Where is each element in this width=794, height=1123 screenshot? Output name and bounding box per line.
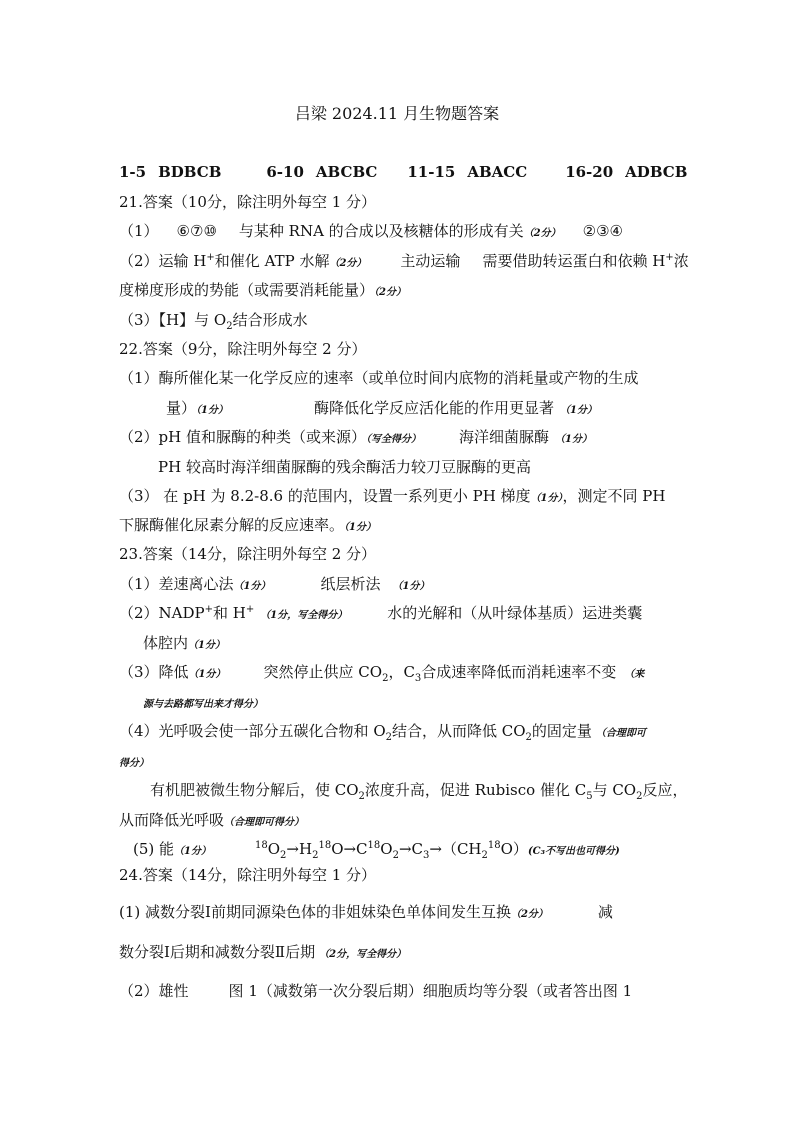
q23-answer: 体腔内 (143, 634, 189, 652)
mc-answers (119, 162, 687, 182)
equation-part: →C (398, 840, 423, 858)
q21-answer: 主动运输 (400, 252, 461, 270)
q22-answer: （3） 在 pH 为 8.2-8.6 的范围内，设置一系列更小 PH 梯度 (119, 487, 531, 505)
q21-line-4 (119, 310, 308, 330)
subscript: 2 (382, 673, 389, 684)
q21-answer: ②③④ (582, 222, 623, 240)
score-note: （1分） (233, 581, 271, 592)
score-note: （1分） (555, 434, 592, 445)
equation-part: O→C (331, 840, 368, 858)
score-note: （来 (624, 669, 645, 680)
superscript: 18 (487, 840, 501, 851)
q23-line-10 (133, 839, 620, 862)
q21-header: 21.答案（10分，除注明外每空 1 分） (119, 193, 377, 211)
score-note: （写全得分） (366, 434, 421, 445)
q24-line-3 (119, 981, 632, 1001)
superscript: + (665, 252, 674, 263)
q21-line-1 (119, 221, 623, 244)
q22-answer: 下脲酶催化尿素分解的反应速率。 (119, 516, 345, 534)
score-note: （合理即可得分） (224, 817, 305, 828)
q22-answer: 酶降低化学反应活化能的作用更显著 (313, 399, 554, 417)
q23-line-1 (119, 574, 430, 597)
mc-range: 16-20 (565, 163, 614, 181)
score-note: （1分） (196, 405, 228, 416)
q22-answer: （2）pH 值和脲酶的种类（或来源） (119, 428, 366, 446)
score-note: （合理即可 (595, 728, 646, 739)
superscript: + (245, 604, 255, 615)
q23-answer: 水的光解和（从叶绿体基质）运进类囊 (387, 604, 643, 622)
subscript: 2 (358, 791, 365, 802)
q24-line-1 (119, 902, 613, 925)
q21-sub-2: （2）运输 H (119, 252, 207, 270)
q23-line-4 (119, 662, 644, 685)
page-title: 吕梁 2024.11 月生物题答案 (294, 104, 500, 123)
subscript: 2 (636, 791, 643, 802)
q22-line-3 (119, 427, 592, 450)
superscript: + (204, 604, 214, 615)
q23-header: 23.答案（14分，除注明外每空 2 分） (119, 545, 377, 563)
q23-answer: 与 CO (592, 781, 637, 799)
q24-header: 24.答案（14分，除注明外每空 1 分） (119, 866, 377, 884)
score-note: 得分） (119, 758, 149, 769)
score-note: (C₃不写出也可得分) (527, 846, 620, 857)
score-note: （2分） (510, 909, 548, 920)
score-note: （1分） (392, 581, 430, 592)
q21-answer: 结合形成水 (232, 311, 308, 329)
score-note: （1分） (344, 522, 376, 533)
subscript: 2 (525, 732, 532, 743)
equation-part: →（CH (429, 840, 482, 858)
q22-line-5 (119, 486, 665, 509)
q21-answer: 与某种 RNA 的合成以及核糖体的形成有关 (238, 222, 524, 240)
mc-range: 11-15 (407, 163, 456, 181)
q21-answer: ⑥⑦⑩ (176, 222, 217, 240)
q23-line-6 (119, 721, 646, 744)
score-note: （2分） (329, 258, 367, 269)
subscript: 3 (423, 850, 430, 861)
q23-line-8 (150, 780, 688, 800)
subscript: 2 (280, 850, 287, 861)
q23-answer: （4）光呼吸会使一部分五碳化合物和 O (119, 722, 386, 740)
q23-answer: (5) 能 (133, 840, 175, 858)
q22-line-1: （1）酶所催化某一化学反应的速率（或单位时间内底物的消耗量或产物的生成 (119, 369, 639, 387)
q22-answer: 量） (166, 399, 197, 417)
q23-answer: 的固定量 (531, 722, 592, 740)
subscript: 2 (481, 850, 488, 861)
superscript: 18 (255, 840, 268, 851)
score-note: （1分） (530, 493, 563, 504)
q24-answer: (1) 减数分裂Ⅰ前期同源染色体的非姐妹染色单体间发生互换 (119, 903, 511, 921)
q22-line-6 (119, 515, 376, 538)
subscript: 2 (392, 850, 399, 861)
q23-answer: 和 H (213, 604, 246, 622)
q22-answer: 海洋细菌脲酶 (459, 428, 550, 446)
q21-answer: 和催化 ATP 水解 (214, 252, 330, 270)
q23-answer: ，C (388, 663, 415, 681)
superscript: + (206, 252, 215, 263)
q22-line-2 (166, 398, 597, 421)
mc-answer: ABCBC (315, 163, 378, 181)
q21-sub-1: （1） (119, 222, 159, 240)
q23-line-7 (119, 751, 149, 774)
q21-line-2 (119, 251, 689, 274)
score-note: （2分） (523, 228, 561, 239)
q21-answer: 需要借助转运蛋白和依赖 H (482, 252, 666, 270)
q22-header: 22.答案（9分，除注明外每空 2 分） (119, 340, 367, 358)
mc-answer: ADBCB (625, 163, 688, 181)
q23-answer: 有机肥被微生物分解后，使 CO (150, 781, 359, 799)
q23-answer: （1）差速离心法 (119, 575, 234, 593)
q23-answer: 合成速率降低而消耗速率不变 (421, 663, 617, 681)
score-note: （1分） (560, 405, 597, 416)
q23-answer: 从而降低光呼吸 (119, 811, 225, 829)
subscript: 2 (312, 850, 319, 861)
q23-line-9 (119, 810, 304, 833)
score-note: （2分，写全得分） (319, 949, 407, 960)
equation-part: O (380, 840, 393, 858)
q22-line-4: PH 较高时海洋细菌脲酶的残余酶活力较刀豆脲酶的更高 (158, 458, 531, 476)
score-note: （1分） (188, 640, 225, 651)
q21-answer: 度梯度形成的势能（或需要消耗能量） (119, 281, 375, 299)
q23-answer: （3）降低 (119, 663, 189, 681)
superscript: 18 (367, 840, 381, 851)
subscript: 2 (385, 732, 392, 743)
q22-answer: ，测定不同 PH (562, 487, 666, 505)
q23-answer: 浓度升高，促进 Rubisco 催化 C (364, 781, 587, 799)
q24-answer: 数分裂Ⅰ后期和减数分裂Ⅱ后期 (119, 943, 316, 961)
q23-line-3 (143, 633, 225, 656)
mc-range: 1-5 (119, 163, 147, 181)
q24-line-2 (119, 942, 406, 965)
q21-answer: 浓 (673, 252, 689, 270)
q24-answer: 减 (597, 903, 613, 921)
subscript: 2 (226, 321, 233, 332)
q23-answer: （2）NADP (119, 604, 205, 622)
equation-part: →H (286, 840, 313, 858)
score-note: （1分） (188, 669, 226, 680)
q23-line-5 (143, 692, 263, 715)
mc-range: 6-10 (266, 163, 304, 181)
q23-answer: 突然停止供应 CO (263, 663, 383, 681)
q23-answer: 纸层析法 (320, 575, 381, 593)
superscript: 18 (318, 840, 332, 851)
q24-answer: 图 1（减数第一次分裂后期）细胞质均等分裂（或者答出图 1 (228, 982, 633, 1000)
score-note: （2分） (374, 287, 406, 298)
mc-answer: BDBCB (158, 163, 222, 181)
q23-answer: 结合，从而降低 CO (392, 722, 526, 740)
q23-answer: 反应， (642, 781, 688, 799)
subscript: 3 (414, 673, 422, 684)
score-note: （1分） (174, 846, 211, 857)
score-note: （1分，写全得分） (260, 610, 348, 621)
equation-part: O (267, 840, 281, 858)
q24-answer: （2）雄性 (119, 982, 189, 1000)
mc-answer: ABACC (467, 163, 528, 181)
q21-sub-3: （3）【H】与 O (119, 311, 227, 329)
equation-part: O） (500, 840, 528, 858)
q23-line-2 (119, 603, 642, 626)
score-note: 源与去路都写出来才得分） (143, 699, 263, 710)
subscript: 5 (586, 791, 593, 802)
q21-line-3 (119, 280, 406, 303)
